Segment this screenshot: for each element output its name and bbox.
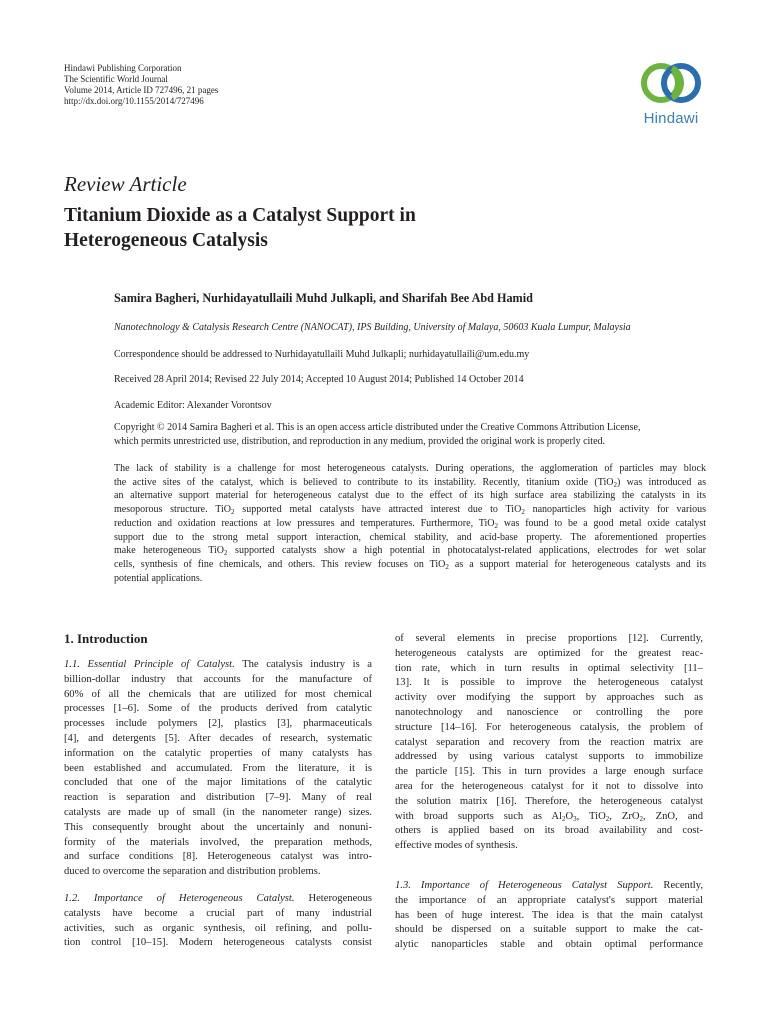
text-line: the particle [15]. This in turn provides a large enough surface [395,766,703,778]
text-line: activities, such as organic synthesis, oil refining, and pollu- [64,922,372,934]
text-line: has been of huge interest. The idea is that the main catalyst [395,909,703,921]
text-line: formity of the materials involved, the preparation methods, [64,836,372,848]
hindawi-logo-text: Hindawi [643,110,699,127]
text-line: reduction and oxidation reactions at low pressures and temperatures. Furthermore, TiO$_2$ was found to be a good metal oxide catalyst [114,517,706,530]
text-line: addressed by using various catalyst supports to immobilize [395,751,703,763]
text-line: support due to the strong metal support interaction, chemical stability, and acid-base property. The aforementioned properties [114,531,706,543]
text-line: been established and accumulated. From the literature, it is [64,762,372,774]
text-line: an alternative support material for heterogeneous catalyst due to the effect of its high surface area stabilizing the catalysts in its [114,490,706,502]
subsection-heading: 1.2. Importance of Heterogeneous Catalyst. [64,893,295,904]
subsection-1-1 [64,658,372,880]
text-line: heterogeneous catalysts are optimized for the greatest reac- [395,647,703,659]
text-line: tion rate, which in turn results in optimal selectivity [11– [395,662,703,674]
text-line: the importance of an appropriate catalyst's support material [395,894,703,906]
article-title [64,203,416,253]
article-type: Review Article [64,172,187,196]
text-line: This consequently brought about the uncertainly and nonuni- [64,821,372,833]
text-line: 1.3. Importance of Heterogeneous Catalyst Support. Recently, [395,880,703,891]
text-line: billion-dollar industry that accounts for the manufacture of [64,673,372,685]
section-heading-introduction: 1. Introduction [64,631,148,646]
hindawi-rings-icon [639,58,703,108]
text-line: The lack of stability is a challenge for most heterogeneous catalysts. During operations, the agglomeration of particles may block [114,463,706,474]
title-line: Titanium Dioxide as a Catalyst Support in [64,205,416,226]
text-line: 1.1. Essential Principle of Catalyst. The catalysis industry is a [64,659,372,670]
copyright [114,421,640,449]
text-line: information on the catalytic properties of many catalysts has [64,747,372,759]
text-line: catalysts have become a crucial part of many industrial [64,907,372,919]
text-line: alytic nanoparticles stable and obtain optimal performance [395,939,703,951]
dates: Received 28 April 2014; Revised 22 July 2014; Accepted 10 August 2014; Published 14 October 2014 [114,374,524,385]
text-line: processes include polymers [2], plastics [3], pharmaceuticals [64,718,372,730]
right-column-paragraph [395,632,703,854]
text-line: others is applied based on its broad availability and cost- [395,825,703,837]
text-line: activity over modifying the support by approaches such as [395,692,703,704]
text-line: catalysts are made up of small (in the nanometer range) sizes. [64,806,372,818]
abstract [114,462,706,585]
text-line: the active sites of the catalyst, which is believed to contribute to its instability. Recently, titanium oxide (TiO$_2$) was introduced as [114,476,706,489]
text-line: 13]. It is possible to improve the heterogeneous catalyst [395,677,703,689]
copyright-line: which permits unrestricted use, distribution, and reproduction in any medium, provided the original work is properly cited. [114,436,606,447]
publisher-name: Hindawi Publishing Corporation [64,63,182,73]
text-line: of several elements in precise proportions [12]. Currently, [395,633,703,644]
text-line: catalyst separation and recovery from the reaction matrix are [395,736,703,748]
text-line: the solution matrix [16]. Therefore, the heterogeneous catalyst [395,795,703,807]
affiliation: Nanotechnology & Catalysis Research Centre (NANOCAT), IPS Building, University of Malaya, 50603 Kuala Lumpur, Malaysia [114,322,631,333]
text-line: tion control [10–15]. Modern heterogeneous catalysts consist [64,937,372,949]
subsection-1-2 [64,892,372,951]
text-line: [4], and detergents [5]. After decades of research, systematic [64,732,372,744]
publication-info [64,63,218,107]
journal-name: The Scientific World Journal [64,74,168,84]
text-line: should be dispersed on a suitable support to make the cat- [395,924,703,936]
doi-link[interactable]: http://dx.doi.org/10.1155/2014/727496 [64,96,204,106]
text-line: 1.2. Importance of Heterogeneous Catalyst. Heterogeneous [64,893,372,904]
correspondence: Correspondence should be addressed to Nurhidayatullaili Muhd Julkapli; nurhidayatullaili@um.edu.my [114,349,530,360]
text-line: with broad supports such as $Al_2O_3$, TiO$_2$, ZrO$_2$, ZnO, and [395,810,703,823]
text-line: area for the heterogeneous catalyst for it not to dissolve into [395,780,703,792]
text-line: make heterogeneous TiO$_2$ supported catalysts show a high potential in photocatalyst-related applications, electrodes for wet solar [114,545,706,558]
academic-editor: Academic Editor: Alexander Vorontsov [114,400,272,411]
copyright-line: Copyright © 2014 Samira Bagheri et al. This is an open access article distributed under the Creative Commons Attribution License, [114,422,641,433]
text-line: concluded that one of the major limitations of the catalytic [64,777,372,789]
text-line: nanotechnology and nanoscience or controlling the pore [395,706,703,718]
text-line: and surface conditions [8]. Heterogeneous catalyst was intro- [64,851,372,863]
text-line: reaction is separation and distribution [7–9]. Many of real [64,792,372,804]
hindawi-logo [633,58,709,130]
volume-info: Volume 2014, Article ID 727496, 21 pages [64,85,219,95]
text-line: mesoporous structure. TiO$_2$ supported metal catalysts have attracted interest due to TiO$_2$ nanoparticles high activity for various [114,504,706,517]
text-line: potential applications. [114,572,203,584]
subsection-1-3 [395,879,703,953]
text-line: 60% of all the chemicals that are utilized for most chemical [64,688,372,700]
text-line: processes [1–6]. Some of the products derived from catalytic [64,703,372,715]
text-line: cells, synthesis of fine chemicals, and others. This review focuses on TiO$_2$ as a support material for heterogeneous catalysts and its [114,558,706,571]
authors: Samira Bagheri, Nurhidayatullaili Muhd Julkapli, and Sharifah Bee Abd Hamid [114,291,533,305]
subsection-heading: 1.1. Essential Principle of Catalyst. [64,659,235,670]
text-line: effective modes of synthesis. [395,840,518,852]
subsection-heading: 1.3. Importance of Heterogeneous Catalyst Support. [395,880,654,891]
title-line: Heterogeneous Catalysis [64,230,268,251]
text-line: structure [14–16]. For heterogeneous catalysis, the problem of [395,721,703,733]
text-line: duced to overcome the separation and distribution problems. [64,866,321,878]
